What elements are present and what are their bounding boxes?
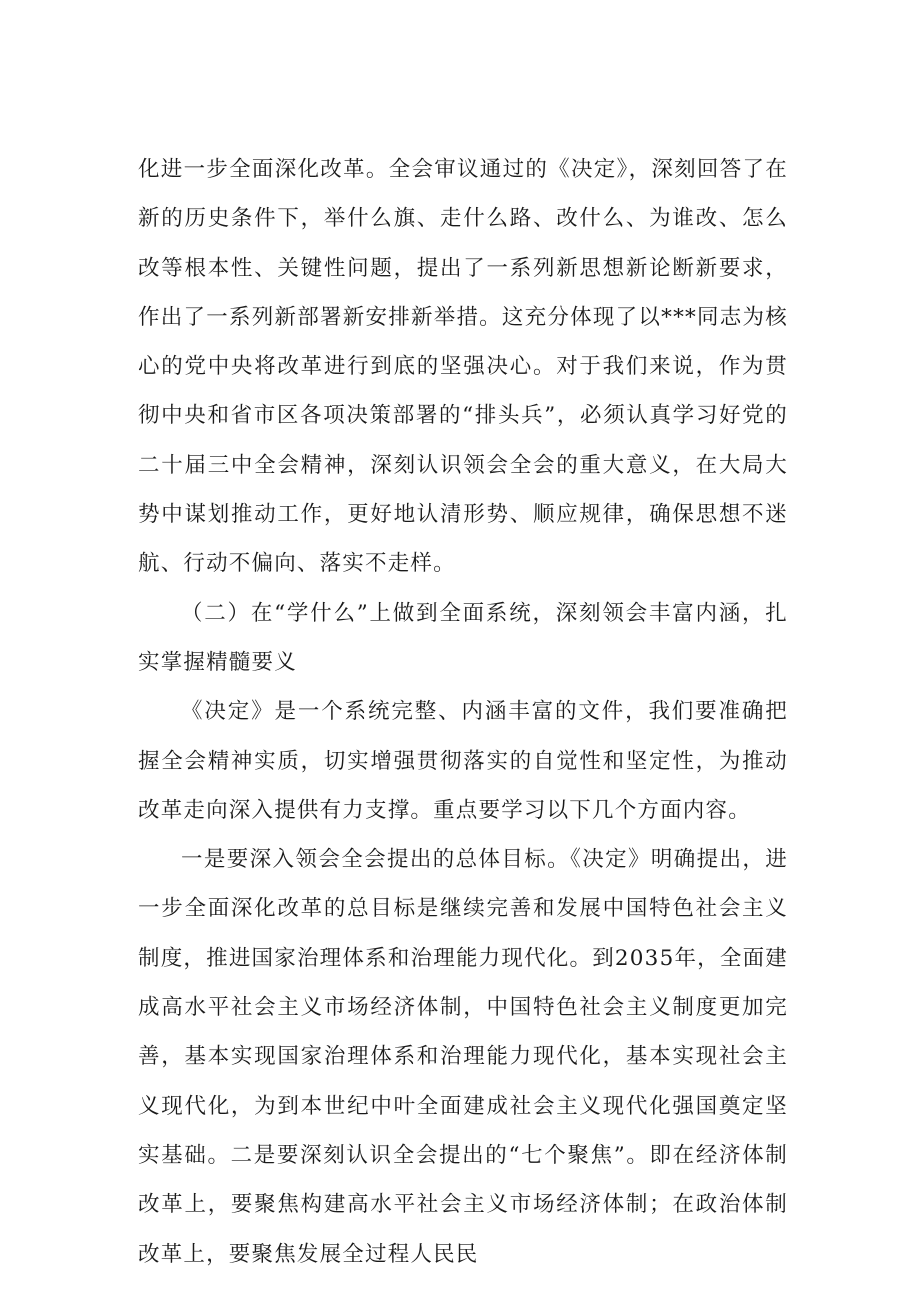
paragraph-continuation: 化进一步全面深化改革。全会审议通过的《决定》，深刻回答了在新的历史条件下，举什么旗、走什么路、改什么、为谁改、怎么改等根本性、关键性问题，提出了一系列新思想新论断新要求，作出了一系列新部署新安排新举措。这充分体现了以***同志为核心的党中央将改革进行到底的坚强决心。对于我们来说，作为贯彻中央和省市区各项决策部署的“排头兵”，必须认真学习好党的二十届三中全会精神，深刻认识领会全会的重大意义，在大局大势中谋划推动工作，更好地认清形势、顺应规律，确保思想不迷航、行动不偏向、落实不走样。 <box>138 157 788 577</box>
document-body <box>138 145 788 1279</box>
section-heading: （二）在“学什么”上做到全面系统，深刻领会丰富内涵，扎实掌握精髓要义 <box>138 600 788 675</box>
paragraph-decision-overview: 《决定》是一个系统完整、内涵丰富的文件，我们要准确把握全会精神实质，切实增强贯彻落实的自觉性和坚定性，为推动改革走向深入提供有力支撑。重点要学习以下几个方面内容。 <box>138 699 788 823</box>
paragraph-goals: 一是要深入领会全会提出的总体目标。《决定》明确提出，进一步全面深化改革的总目标是继续完善和发展中国特色社会主义制度，推进国家治理体系和治理能力现代化。到2035年，全面建成高水平社会主义市场经济体制，中国特色社会主义制度更加完善，基本实现国家治理体系和治理能力现代化，基本实现社会主义现代化，为到本世纪中叶全面建成社会主义现代化强国奠定坚实基础。二是要深刻认识全会提出的“七个聚焦”。即在经济体制改革上，要聚焦构建高水平社会主义市场经济体制；在政治体制改革上，要聚焦发展全过程人民民 <box>138 847 788 1267</box>
